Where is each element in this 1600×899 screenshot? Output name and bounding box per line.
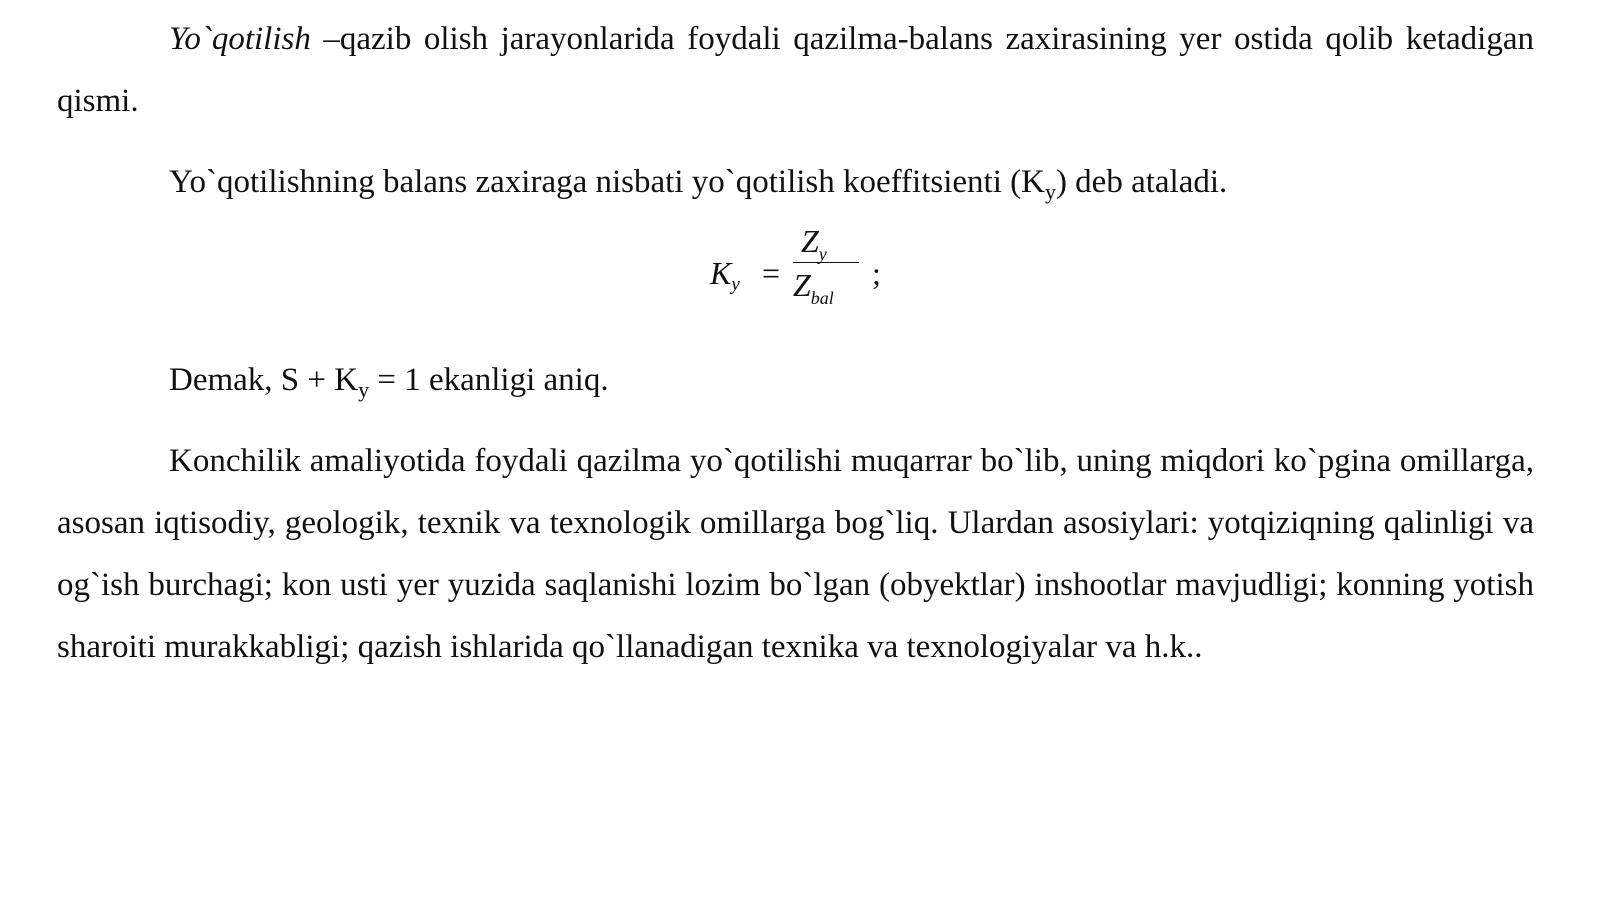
paragraph-gap bbox=[57, 411, 1534, 430]
paragraph-loss-definition-text: –qazib olish jarayonlarida foydali qazilma-balans zaxirasining yer ostida qolib ketadigan qismi. bbox=[57, 21, 1534, 119]
paragraph-gap bbox=[57, 132, 1534, 151]
formula-lhs-symbol: K bbox=[710, 255, 732, 291]
formula-numerator bbox=[801, 223, 859, 264]
document-page bbox=[57, 8, 1534, 678]
formula-lhs bbox=[710, 253, 740, 293]
subscript-y: y bbox=[358, 377, 370, 402]
paragraph-conclusion-text-before: Demak, S + K bbox=[169, 362, 359, 398]
formula-numerator-symbol: Z bbox=[801, 223, 819, 259]
paragraph-conclusion-text-after: = 1 ekanligi aniq. bbox=[369, 362, 609, 398]
paragraph-loss-coefficient-text-before: Yo`qotilishning balans zaxiraga nisbati yo`qotilish koeffitsienti (K bbox=[169, 164, 1045, 200]
formula-equals-sign: = bbox=[762, 255, 781, 291]
subscript-y: y bbox=[1044, 179, 1056, 204]
paragraph-loss-coefficient bbox=[57, 151, 1534, 213]
formula-semicolon: ; bbox=[872, 255, 881, 291]
formula-denominator bbox=[793, 266, 859, 308]
formula-lhs-subscript: y bbox=[731, 274, 740, 295]
paragraph-loss-definition bbox=[57, 8, 1534, 132]
formula-numerator-subscript: y bbox=[818, 244, 827, 264]
formula-loss-coefficient bbox=[57, 213, 1534, 349]
paragraph-loss-coefficient-text-after: ) deb ataladi. bbox=[1055, 164, 1228, 200]
formula-denominator-symbol: Z bbox=[793, 267, 811, 303]
formula-fraction bbox=[793, 223, 859, 308]
paragraph-loss-factors: Konchilik amaliyotida foydali qazilma yo`qotilishi muqarrar bo`lib, uning miqdori ko`pgina omillarga, asosan iqtisodiy, geologik, texnik va texnologik omillarga bog`liq. Ulardan asosiylari: yotqiziqning qalinligi va og`ish burchagi; kon usti yer yuzida saqlanishi lozim bo`lgan (obyektlar) inshootlar mavjudligi; konning yotish sharoiti murakkabligi; qazish ishlarida qo`llanadigan texnika va texnologiyalar va h.k.. bbox=[57, 443, 1534, 665]
term-loss: Yo`qotilish bbox=[169, 21, 311, 57]
formula-denominator-subscript: bal bbox=[810, 288, 834, 308]
paragraph-conclusion bbox=[57, 349, 1534, 411]
